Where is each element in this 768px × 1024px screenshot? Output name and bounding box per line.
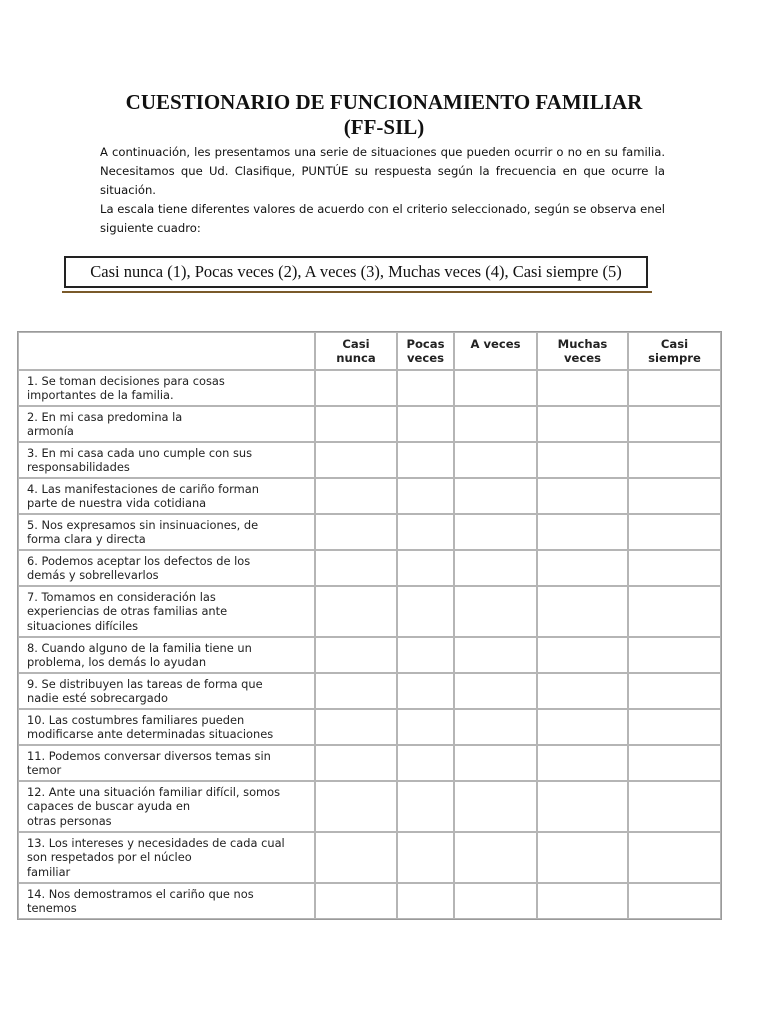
answer-casi-siempre-cell[interactable]: [628, 586, 721, 637]
answer-muchas-veces-cell[interactable]: [537, 478, 628, 514]
question-cell: [18, 406, 315, 442]
question-cell: [18, 709, 315, 745]
answer-a-veces-cell[interactable]: [454, 781, 537, 832]
answer-a-veces-cell[interactable]: [454, 370, 537, 406]
answer-a-veces-cell[interactable]: [454, 709, 537, 745]
question-text: 12. Ante una situación familiar difícil, somos capaces de buscar ayuda en otras personas: [27, 785, 281, 828]
answer-muchas-veces-cell[interactable]: [537, 550, 628, 586]
question-cell: [18, 745, 315, 781]
question-text: 3. En mi casa cada uno cumple con sus responsabilidades: [27, 446, 253, 475]
question-text: 4. Las manifestaciones de cariño forman parte de nuestra vida cotidiana: [27, 482, 259, 511]
table-row: [18, 586, 721, 637]
question-text: 11. Podemos conversar diversos temas sin temor: [27, 749, 271, 778]
table-row: [18, 514, 721, 550]
answer-casi-nunca-cell[interactable]: [315, 781, 397, 832]
answer-muchas-veces-cell[interactable]: [537, 586, 628, 637]
table-header-row: [18, 332, 721, 370]
answer-pocas-veces-cell[interactable]: [397, 514, 454, 550]
answer-casi-nunca-cell[interactable]: [315, 586, 397, 637]
table-row: [18, 832, 721, 883]
answer-casi-nunca-cell[interactable]: [315, 514, 397, 550]
answer-muchas-veces-cell[interactable]: [537, 832, 628, 883]
answer-muchas-veces-cell[interactable]: [537, 673, 628, 709]
answer-casi-nunca-cell[interactable]: [315, 709, 397, 745]
answer-casi-siempre-cell[interactable]: [628, 832, 721, 883]
answer-a-veces-cell[interactable]: [454, 673, 537, 709]
question-cell: [18, 370, 315, 406]
answer-muchas-veces-cell[interactable]: [537, 883, 628, 919]
answer-casi-nunca-cell[interactable]: [315, 745, 397, 781]
questionnaire-table: [17, 331, 722, 920]
title-line-2: (FF-SIL): [343, 115, 425, 139]
answer-casi-siempre-cell[interactable]: [628, 781, 721, 832]
intro-paragraph: A continuación, les presentamos una serie de situaciones que pueden ocurrir o no en su familia. Necesitamos que Ud. Clasifique, PUNTÚE su respuesta según la frecuencia en que ocurre la situación.: [100, 145, 665, 197]
scale-intro-paragraph: La escala tiene diferentes valores de acuerdo con el criterio seleccionado, según se observa enel siguiente cuadro:: [100, 202, 665, 235]
answer-casi-nunca-cell[interactable]: [315, 478, 397, 514]
answer-muchas-veces-cell[interactable]: [537, 709, 628, 745]
answer-casi-siempre-cell[interactable]: [628, 514, 721, 550]
document-title: [80, 90, 688, 140]
question-text: 1. Se toman decisiones para cosas importantes de la familia.: [27, 374, 225, 403]
answer-a-veces-cell[interactable]: [454, 514, 537, 550]
answer-muchas-veces-cell[interactable]: [537, 406, 628, 442]
question-text: 9. Se distribuyen las tareas de forma que nadie esté sobrecargado: [27, 677, 263, 706]
question-text: 5. Nos expresamos sin insinuaciones, de forma clara y directa: [27, 518, 259, 547]
answer-casi-siempre-cell[interactable]: [628, 550, 721, 586]
question-text: 10. Las costumbres familiares pueden modificarse ante determinadas situaciones: [27, 713, 274, 742]
question-cell: [18, 883, 315, 919]
answer-casi-siempre-cell[interactable]: [628, 673, 721, 709]
table-row: [18, 745, 721, 781]
answer-casi-siempre-cell[interactable]: [628, 745, 721, 781]
table-row: [18, 550, 721, 586]
answer-pocas-veces-cell[interactable]: [397, 406, 454, 442]
answer-a-veces-cell[interactable]: [454, 478, 537, 514]
question-cell: [18, 478, 315, 514]
answer-pocas-veces-cell[interactable]: [397, 586, 454, 637]
answer-a-veces-cell[interactable]: [454, 586, 537, 637]
question-text: 14. Nos demostramos el cariño que nos tenemos: [27, 887, 254, 916]
answer-casi-nunca-cell[interactable]: [315, 370, 397, 406]
question-cell: [18, 781, 315, 832]
answer-casi-nunca-cell[interactable]: [315, 406, 397, 442]
question-text: 6. Podemos aceptar los defectos de los demás y sobrellevarlos: [27, 554, 251, 583]
answer-pocas-veces-cell[interactable]: [397, 673, 454, 709]
question-text: 2. En mi casa predomina la armonía: [27, 410, 183, 439]
answer-pocas-veces-cell[interactable]: [397, 745, 454, 781]
answer-muchas-veces-cell[interactable]: [537, 442, 628, 478]
question-cell: [18, 514, 315, 550]
table-row: [18, 406, 721, 442]
scale-underline-divider: [62, 291, 652, 293]
question-text: 8. Cuando alguno de la familia tiene un problema, los demás lo ayudan: [27, 641, 252, 670]
question-cell: [18, 442, 315, 478]
answer-a-veces-cell[interactable]: [454, 406, 537, 442]
question-cell: [18, 637, 315, 673]
answer-pocas-veces-cell[interactable]: [397, 550, 454, 586]
answer-pocas-veces-cell[interactable]: [397, 637, 454, 673]
answer-casi-siempre-cell[interactable]: [628, 883, 721, 919]
answer-pocas-veces-cell[interactable]: [397, 442, 454, 478]
table-row: [18, 883, 721, 919]
answer-casi-nunca-cell[interactable]: [315, 832, 397, 883]
answer-muchas-veces-cell[interactable]: [537, 637, 628, 673]
answer-casi-siempre-cell[interactable]: [628, 709, 721, 745]
header-muchas-veces: Muchas veces: [537, 332, 628, 370]
answer-casi-nunca-cell[interactable]: [315, 550, 397, 586]
answer-casi-siempre-cell[interactable]: [628, 478, 721, 514]
answer-casi-nunca-cell[interactable]: [315, 883, 397, 919]
question-text: 13. Los intereses y necesidades de cada cual son respetados por el núcleo familiar: [27, 836, 285, 879]
answer-a-veces-cell[interactable]: [454, 550, 537, 586]
answer-casi-siempre-cell[interactable]: [628, 442, 721, 478]
table-row: [18, 637, 721, 673]
question-cell: [18, 673, 315, 709]
answer-muchas-veces-cell[interactable]: [537, 514, 628, 550]
header-casi-nunca: Casi nunca: [315, 332, 397, 370]
table-row: [18, 370, 721, 406]
question-cell: [18, 586, 315, 637]
answer-casi-siempre-cell[interactable]: [628, 637, 721, 673]
answer-casi-nunca-cell[interactable]: [315, 673, 397, 709]
header-casi-siempre: Casi siempre: [628, 332, 721, 370]
answer-casi-siempre-cell[interactable]: [628, 406, 721, 442]
table-row: [18, 478, 721, 514]
answer-casi-nunca-cell[interactable]: [315, 442, 397, 478]
table-row: [18, 442, 721, 478]
answer-a-veces-cell[interactable]: [454, 883, 537, 919]
answer-pocas-veces-cell[interactable]: [397, 781, 454, 832]
table-row: [18, 781, 721, 832]
answer-pocas-veces-cell[interactable]: [397, 370, 454, 406]
answer-a-veces-cell[interactable]: [454, 832, 537, 883]
answer-a-veces-cell[interactable]: [454, 637, 537, 673]
answer-pocas-veces-cell[interactable]: [397, 478, 454, 514]
answer-casi-siempre-cell[interactable]: [628, 370, 721, 406]
header-pocas-veces: Pocas veces: [397, 332, 454, 370]
header-a-veces: A veces: [454, 332, 537, 370]
answer-a-veces-cell[interactable]: [454, 745, 537, 781]
answer-casi-nunca-cell[interactable]: [315, 637, 397, 673]
table-row: [18, 673, 721, 709]
question-cell: [18, 832, 315, 883]
answer-a-veces-cell[interactable]: [454, 442, 537, 478]
header-item: [18, 332, 315, 370]
answer-muchas-veces-cell[interactable]: [537, 781, 628, 832]
table-row: [18, 709, 721, 745]
answer-muchas-veces-cell[interactable]: [537, 745, 628, 781]
answer-pocas-veces-cell[interactable]: [397, 883, 454, 919]
answer-muchas-veces-cell[interactable]: [537, 370, 628, 406]
question-cell: [18, 550, 315, 586]
question-text: 7. Tomamos en consideración las experiencias de otras familias ante situaciones difíciles: [27, 590, 228, 633]
answer-pocas-veces-cell[interactable]: [397, 709, 454, 745]
answer-pocas-veces-cell[interactable]: [397, 832, 454, 883]
title-line-1: CUESTIONARIO DE FUNCIONAMIENTO FAMILIAR: [125, 90, 643, 114]
scale-legend-box: Casi nunca (1), Pocas veces (2), A veces (3), Muchas veces (4), Casi siempre (5): [64, 256, 648, 288]
